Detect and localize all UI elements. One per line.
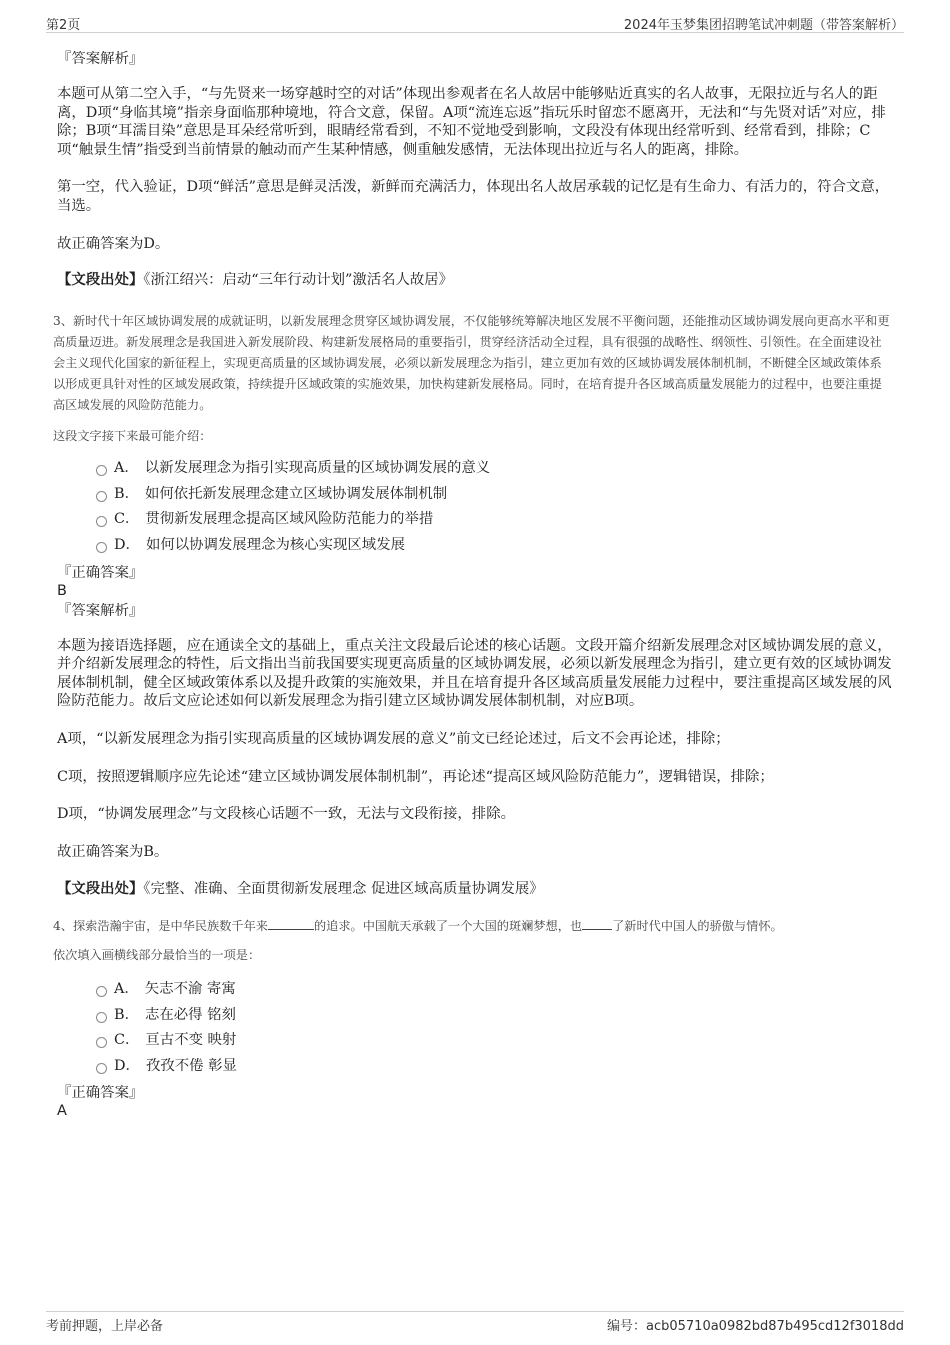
q2-analysis-label: 『答案解析』 <box>57 51 144 67</box>
q3-answer: B <box>57 582 67 599</box>
document-title: 2024年玉梦集团招聘笔试冲刺题（带答案解析） <box>623 18 904 33</box>
radio-icon[interactable] <box>96 1012 107 1023</box>
q4-prompt: 依次填入画横线部分最恰当的一项是： <box>53 948 261 963</box>
q3-prompt: 这段文字接下来最可能介绍： <box>53 429 212 444</box>
q3-option-c[interactable]: C． 贯彻新发展理念提高区域风险防范能力的举措 <box>96 507 893 533</box>
q4-options <box>96 977 893 1079</box>
q3-analysis-paragraph-2: A项，“以新发展理念为指引实现高质量的区域协调发展的意义”前文已经论述过，后文不会再论述，排除； <box>57 730 730 747</box>
q3-source-label: 【文段出处】 <box>57 880 144 898</box>
q2-source-text: 《浙江绍兴：启动“三年行动计划”激活名人故居》 <box>143 272 454 289</box>
page-number: 第2页 <box>46 18 81 33</box>
q3-option-d[interactable]: D． 如何以协调发展理念为核心实现区域发展 <box>96 533 893 559</box>
radio-icon[interactable] <box>96 516 107 527</box>
q2-source <box>57 271 893 289</box>
q2-source-label: 【文段出处】 <box>57 271 144 289</box>
q4-answer: A <box>57 1102 67 1119</box>
q2-analysis-paragraph-1: 本题可从第二空入手，“与先贤来一场穿越时空的对话”体现出参观者在名人故居中能够贴近真实的名人故事，无限拉近与名人的距离，D项“身临其境”指亲身面临那种境地，符合文意，保留。A项“流连忘返”指玩乐时留恋不愿离开，无法和“与先贤对话”对应，排除；B项“耳濡目染”意思是耳朵经常听到，眼睛经常看到，不知不觉地受到影响，文段没有体现出经常听到、经常看到，排除；C项“触景生情”指受到当前情景的触动而产生某种情感，侧重触发感情，无法体现出拉近与名人的距离，排除。 <box>57 86 886 158</box>
q4-option-d[interactable]: D． 孜孜不倦 彰显 <box>96 1054 893 1080</box>
q3-source <box>57 880 893 898</box>
footer-slogan: 考前押题，上岸必备 <box>46 1319 164 1334</box>
radio-icon[interactable] <box>96 986 107 997</box>
q3-options <box>96 456 893 558</box>
q3-analysis-paragraph-4: D项，“协调发展理念”与文段核心话题不一致，无法与文段衔接，排除。 <box>57 806 515 823</box>
q3-answer-label: 『正确答案』 <box>57 564 144 581</box>
q4-stem: 4、探索浩瀚宇宙，是中华民族数千年来 的追求。中国航天承载了一个大国的斑斓梦想，也 了新时代中国人的骄傲与情怀。 <box>53 919 783 934</box>
radio-icon[interactable] <box>96 1037 107 1048</box>
blank-line <box>582 917 612 930</box>
radio-icon[interactable] <box>96 491 107 502</box>
page-footer <box>46 1311 904 1332</box>
q4-option-c[interactable]: C． 亘古不变 映射 <box>96 1028 893 1054</box>
q4-option-b[interactable]: B． 志在必得 铭刻 <box>96 1003 893 1029</box>
q4-option-a[interactable]: A． 矢志不渝 寄寓 <box>96 977 893 1003</box>
radio-icon[interactable] <box>96 1063 107 1074</box>
q4-answer-label: 『正确答案』 <box>57 1084 144 1101</box>
q3-source-text: 《完整、准确、全面贯彻新发展理念 促进区域高质量协调发展》 <box>143 881 544 898</box>
document-id: 编号：acb05710a0982bd87b495cd12f3018dd <box>607 1319 904 1334</box>
q3-analysis-paragraph-5: 故正确答案为B。 <box>57 843 169 860</box>
radio-icon[interactable] <box>96 542 107 553</box>
q3-analysis-paragraph-3: C项，按照逻辑顺序应先论述“建立区域协调发展体制机制”，再论述“提高区域风险防范能力”，逻辑错误，排除； <box>57 768 774 785</box>
q3-option-a[interactable]: A． 以新发展理念为指引实现高质量的区域协调发展的意义 <box>96 456 893 482</box>
q2-analysis-paragraph-3: 故正确答案为D。 <box>57 235 170 252</box>
page-content <box>53 44 893 1120</box>
q3-stem: 3、新时代十年区域协调发展的成就证明，以新发展理念贯穿区域协调发展，不仅能够统筹解决地区发展不平衡问题，还能推动区域协调发展向更高水平和更高质量迈进。新发展理念是我国进入新发展阶段、构建新发展格局的重要指引，贯穿经济活动全过程，具有很强的战略性、纲领性、引领性。在全面建设社会主义现代化国家的新征程上，实现更高质量的区域协调发展，必须以新发展理念为指引，建立更加有效的区域协调发展体制机制，不断健全区域政策体系以形成更具针对性的区域发展政策，持续提升区域政策的实施效果，加快构建新发展格局。同时，在培育提升各区域高质量发展能力的过程中，也要注重提高区域发展的风险防范能力。 <box>53 314 890 413</box>
radio-icon[interactable] <box>96 465 107 476</box>
page-header <box>46 14 904 33</box>
q3-option-b[interactable]: B． 如何依托新发展理念建立区域协调发展体制机制 <box>96 482 893 508</box>
q3-analysis-label: 『答案解析』 <box>57 602 144 619</box>
q2-analysis-paragraph-2: 第一空，代入验证，D项“鲜活”意思是鲜灵活泼，新鲜而充满活力，体现出名人故居承载的记忆是有生命力、有活力的，符合文意，当选。 <box>57 179 890 214</box>
q3-analysis-paragraph-1: 本题为接语选择题，应在通读全文的基础上，重点关注文段最后论述的核心话题。文段开篇介绍新发展理念对区域协调发展的意义，并介绍新发展理念的特性，后文指出当前我国要实现更高质量的区域协调发展，必须以新发展理念为指引，建立更有效的区域协调发展体制机制，健全区域政策体系以及提升政策的实施效果，并且在培育提升各区域高质量发展能力过程中，要注重提高区域发展的风险防范能力。故后文应论述如何以新发展理念为指引建立区域协调发展体制机制，对应B项。 <box>57 637 892 710</box>
blank-line <box>268 917 314 930</box>
